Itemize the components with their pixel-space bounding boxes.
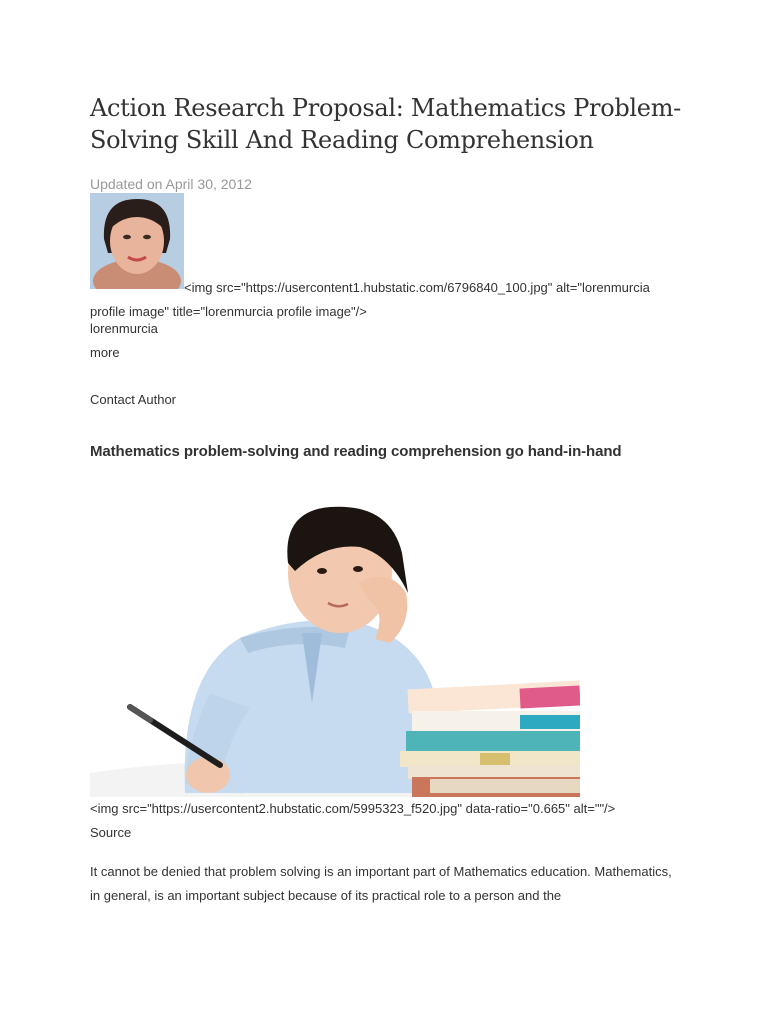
more-link[interactable]: more — [90, 345, 120, 360]
source-link[interactable]: Source — [90, 825, 132, 840]
author-avatar[interactable] — [90, 193, 184, 289]
updated-date: Updated on April 30, 2012 — [90, 176, 252, 192]
article-title: Action Research Proposal: Mathematics Problem-Solving Skill And Reading Comprehension — [90, 94, 681, 154]
photo-image-markup: <img src="https://usercontent2.hubstatic.com/5995323_f520.jpg" data-ratio="0.665" alt=""/> — [90, 801, 616, 816]
boy-thinking-illustration — [90, 463, 580, 797]
avatar-portrait — [90, 193, 184, 289]
profile-image-markup-text: <img src="https://usercontent1.hubstatic.com/6796840_100.jpg" alt="lorenmurcia profile image" title="lorenmurcia profile image"/> — [90, 280, 650, 319]
section-heading: Mathematics problem-solving and reading comprehension go hand-in-hand — [90, 443, 622, 461]
contact-author-link[interactable]: Contact Author — [90, 392, 176, 407]
body-paragraph: It cannot be denied that problem solving is an important part of Mathematics education. Mathematics, in general, is an important subject because of its practical role to a person and the — [90, 864, 672, 903]
profile-image-markup — [90, 276, 670, 324]
author-name-link[interactable]: lorenmurcia — [90, 321, 158, 336]
article-photo — [90, 463, 580, 797]
